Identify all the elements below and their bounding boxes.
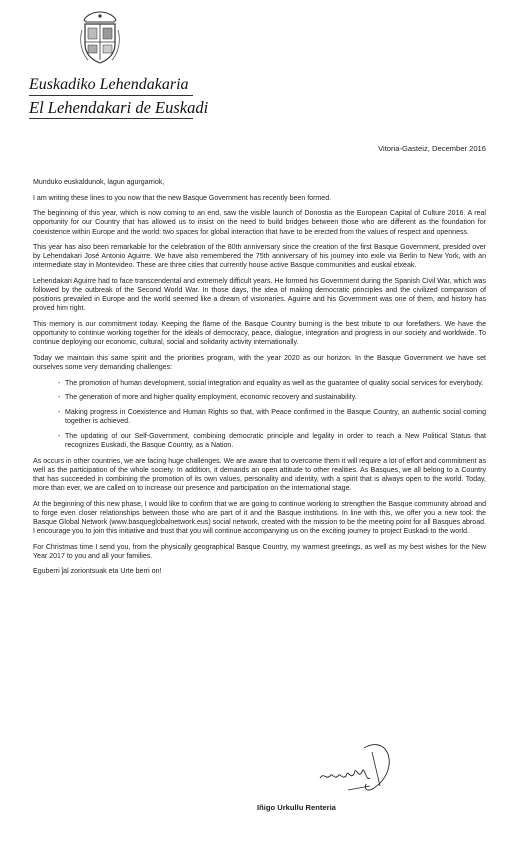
coat-of-arms-icon xyxy=(78,10,122,66)
paragraph: I am writing these lines to you now that the new Basque Government has recently been formed. xyxy=(33,194,332,202)
paragraph: The beginning of this year, which is now coming to an end, saw the visible launch of Donostia as the European Capital of Culture 2016. A real opportunity for our Country that has allowed us to insist on the need to build bridges between those who are different as the foundation for coexistence within Europe and the world: two spaces for global interaction that have to be erected from the values of respect and openness. xyxy=(33,210,486,236)
letterhead-divider xyxy=(29,118,193,119)
challenges-list xyxy=(33,379,486,450)
letterhead-spanish: El Lehendakari de Euskadi xyxy=(29,98,209,117)
letterhead-basque: Euskadiko Lehendakaria xyxy=(29,76,189,93)
paragraph: As occurs in other countries, we are facing huge challenges. We are aware that to overcome them it will require a lot of effort and commitment as well as the participation of the whole society. In addition, it demands an open attitude to other realities. As Basques, we all belong to a Country that has succeeded in combining the promotion of its own values, personality and identity, with a spirit that is always open to the world. Today, more than ever, we are called on to increase our presence and participation on the international stage. xyxy=(33,457,486,492)
list-item: - The updating of our Self-Government, combining democratic principle and legality in order to reach a New Political Status that recognizes Euskadi, the Basque Country, as a Nation. xyxy=(65,432,486,450)
list-item: - The promotion of human development, social integration and equality as well as the guarantee of quality social services for everybody. xyxy=(65,379,486,388)
paragraph: Today we maintain this same spirit and the priorities program, with the year 2020 as our horizon. In the Basque Government we have set ourselves some very demanding challenges: xyxy=(33,354,486,372)
letter-date: Vitoria-Gasteiz, December 2016 xyxy=(378,144,486,153)
paragraph: At the beginning of this new phase, I would like to confirm that we are going to continue working to strengthen the Basque community abroad and to forge even closer relationships between those who are part of it and the Basque institutions. In line with this, we offer you a new tool: the Basque Global Network (www.basqueglobalnetwork.eus) social network, created with the mission to be the meeting point for all Basques abroad. I encourage you to join this initiative and trust that you will continue accompanying us on the exciting journey to project Euskadi to the world. xyxy=(33,500,486,535)
signatory-name: Iñigo Urkullu Renteria xyxy=(257,803,336,812)
salutation: Munduko euskaldunok, lagun agurgarriok, xyxy=(33,179,165,186)
list-item: - Making progress in Coexistence and Human Rights so that, with Peace confirmed in the Basque Country, an authentic social coming together is achieved. xyxy=(65,408,486,426)
letter-body xyxy=(33,178,486,583)
paragraph: For Christmas time I send you, from the physically geographical Basque Country, my warmest greetings, as well as my best wishes for the New Year 2017 to you and all your families. xyxy=(33,543,486,560)
list-item: - The generation of more and higher quality employment, economic recovery and sustainability. xyxy=(65,393,486,402)
paragraph: This memory is our commitment today. Keeping the flame of the Basque Country burning is the best tribute to our forefathers. We have the opportunity to continue working together for the ideals of democracy, peace, dialogue, integration and progress in our society and worldwide. To continue deploying our economic, cultural, social and solidarity activity internationally. xyxy=(33,321,486,347)
handwritten-signature xyxy=(318,738,408,796)
paragraph: Lehendakari Aguirre had to face transcendental and extremely difficult years. He formed his Government during the Spanish Civil War, which was followed by the outbreak of the Second World War. In those days, the idea of making democratic principles and the civilized comparison of positions prevailed in Europe and the world seemed like a dream of visionaries. Aguirre and his Government was one of them, and history has proved him right. xyxy=(33,278,486,313)
closing-greeting: Eguberri ĵal zoriontsuak eta Urte berri on! xyxy=(33,568,162,576)
letterhead-divider xyxy=(29,95,193,96)
paragraph: This year has also been remarkable for the celebration of the 80th anniversary since the creation of the first Basque Government, presided over by Lehendakari José Antonio Aguirre. We have also remembered the 75th anniversary of his journey into exile via Berlin to New York, with an intermediate stay in Montevideo. These are three cities that currently house active Basque communities and euskal etxeak. xyxy=(33,244,486,270)
